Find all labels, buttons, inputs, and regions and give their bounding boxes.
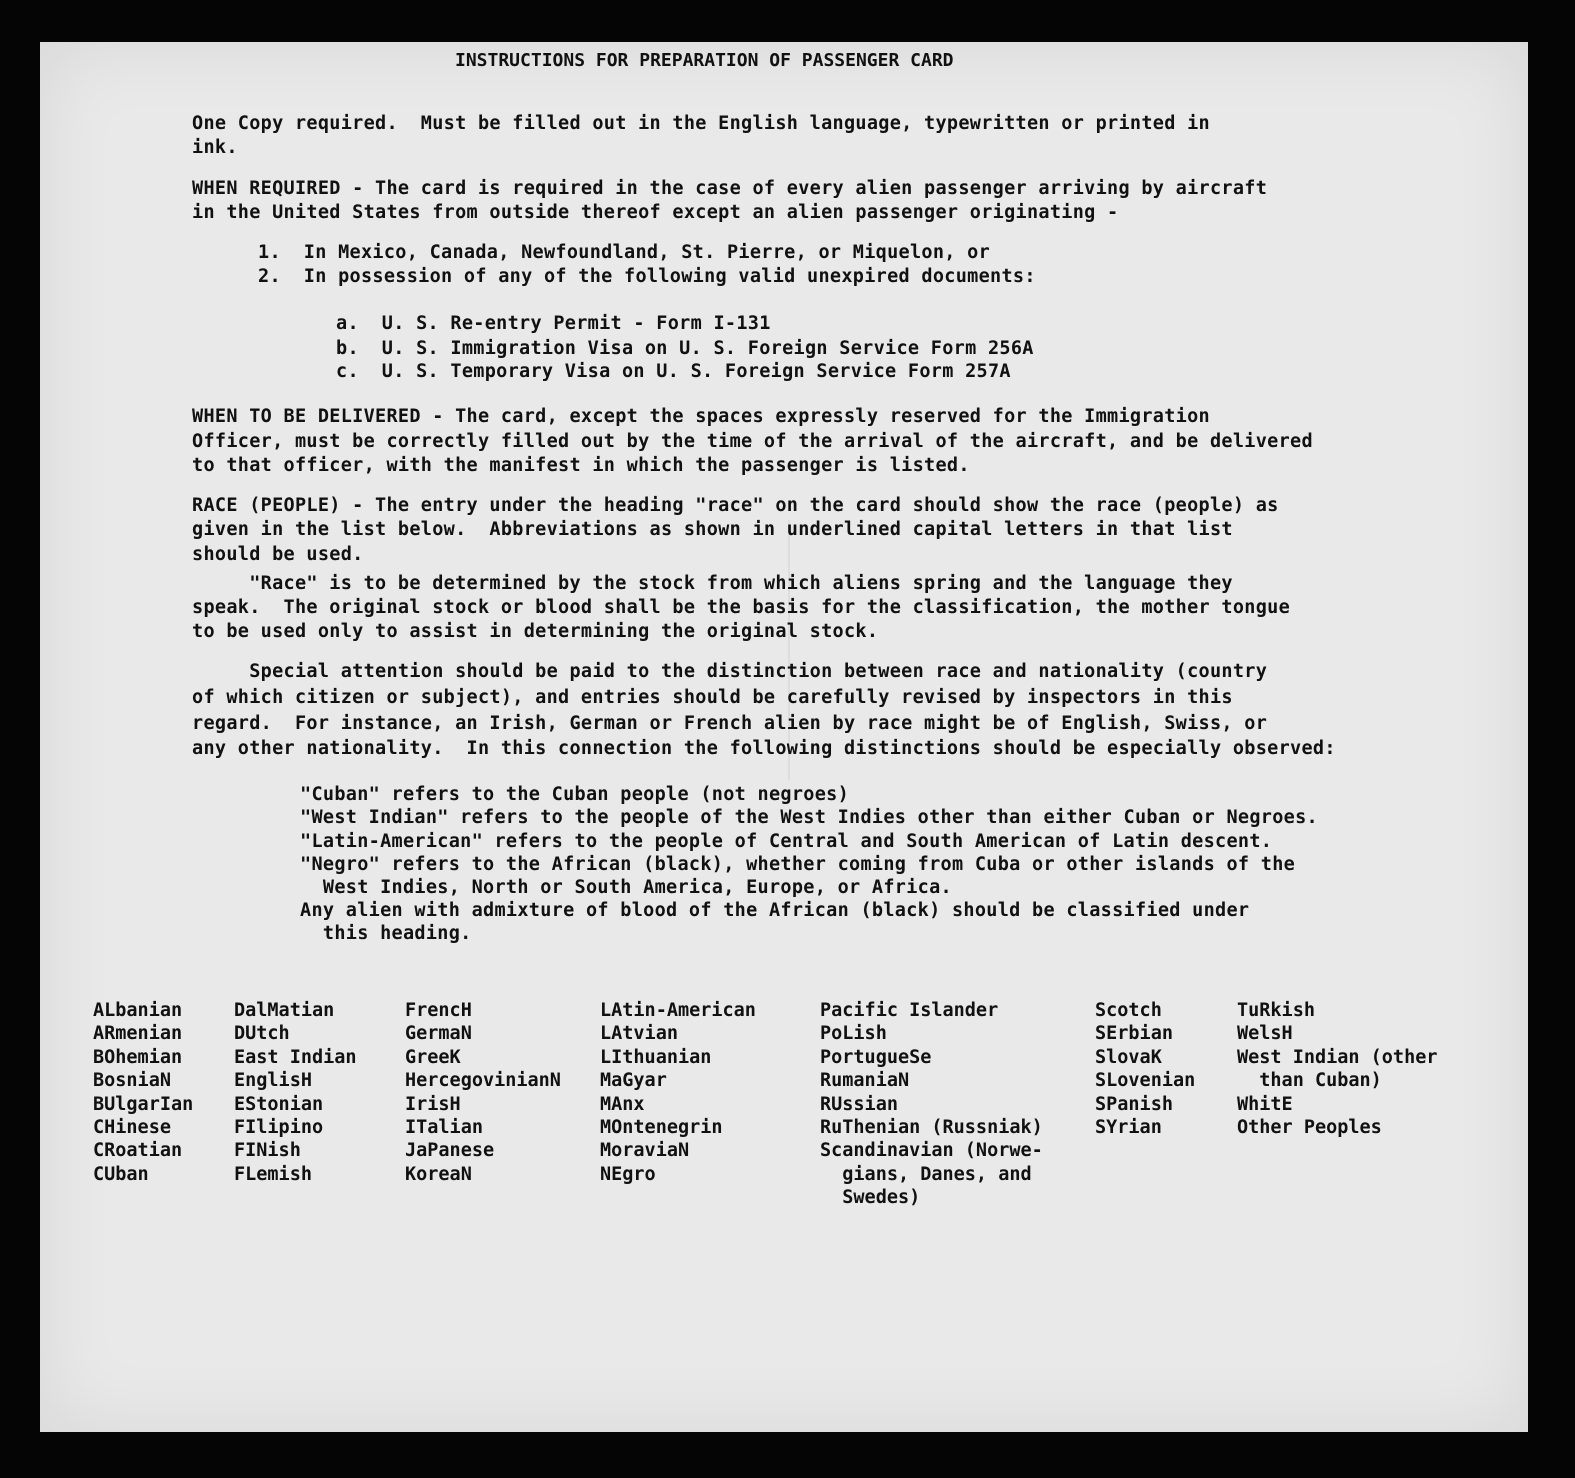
- special-attention-line: any other nationality. In this connection the following distinctions should be especially observed:: [192, 738, 1336, 759]
- race-definition-line: "Race" is to be determined by the stock from which aliens spring and the language they: [192, 573, 1233, 594]
- race-paragraph-line: RACE (PEOPLE) - The entry under the heading "race" on the card should show the race (people) as: [192, 495, 1279, 516]
- race-entry: Pacific Islander: [820, 1000, 999, 1021]
- race-entry: GreeK: [405, 1046, 461, 1068]
- page-title: INSTRUCTIONS FOR PREPARATION OF PASSENGER CARD: [455, 50, 954, 71]
- race-list-column-6: [1095, 999, 1195, 1139]
- race-entry: ITalian: [405, 1117, 483, 1139]
- race-entry: CUban: [93, 1163, 149, 1185]
- race-entry: BOhemian: [93, 1046, 183, 1068]
- numbered-item: 1. In Mexico, Canada, Newfoundland, St. Pierre, or Miquelon, or: [258, 242, 991, 263]
- race-entry: gians, Danes, and: [820, 1163, 1032, 1185]
- race-list-column-4: [600, 999, 756, 1186]
- when-delivered-line: Officer, must be correctly filled out by the time of the arrival of the aircraft, and be delivered: [192, 431, 1313, 452]
- race-entry: SlovaK: [1095, 1046, 1162, 1068]
- race-entry: KoreaN: [405, 1163, 472, 1185]
- race-definition-line: to be used only to assist in determining the original stock.: [192, 621, 879, 642]
- race-list-column-3: [405, 999, 561, 1186]
- race-entry: JaPanese: [405, 1140, 495, 1162]
- race-entry: SPanish: [1095, 1093, 1173, 1115]
- distinction-line: this heading.: [300, 923, 472, 944]
- race-entry: NEgro: [600, 1163, 656, 1185]
- race-entry: DalMatian: [234, 1000, 335, 1021]
- race-entry: FIlipino: [234, 1117, 324, 1139]
- race-entry: RuThenian (Russniak): [820, 1117, 1043, 1139]
- race-list-column-1: [93, 999, 193, 1186]
- race-entry: Swedes): [820, 1187, 921, 1209]
- race-paragraph-line: should be used.: [192, 544, 364, 565]
- race-entry: PoLish: [820, 1023, 887, 1045]
- special-attention-line: regard. For instance, an Irish, German or French alien by race might be of English, Swiss, or: [192, 713, 1268, 734]
- race-entry: East Indian: [234, 1046, 357, 1068]
- when-delivered-line: WHEN TO BE DELIVERED - The card, except the spaces expressly reserved for the Immigration: [192, 406, 1210, 427]
- race-list-column-5: [820, 999, 1043, 1210]
- numbered-item: 2. In possession of any of the following valid unexpired documents:: [258, 266, 1036, 287]
- race-entry: Scandinavian (Norwe-: [820, 1140, 1043, 1162]
- race-entry: MOntenegrin: [600, 1117, 723, 1139]
- when-required-line: WHEN REQUIRED - The card is required in the case of every alien passenger arriving by aircraft: [192, 178, 1268, 199]
- race-entry: TuRkish: [1237, 1000, 1315, 1021]
- race-entry: FLemish: [234, 1163, 312, 1185]
- when-delivered-line: to that officer, with the manifest in which the passenger is listed.: [192, 455, 970, 476]
- race-entry: West Indian (other: [1237, 1046, 1438, 1068]
- race-entry: LAtin-American: [600, 1000, 756, 1021]
- race-entry: ALbanian: [93, 1000, 183, 1021]
- race-entry: WhitE: [1237, 1093, 1293, 1115]
- race-entry: SLovenian: [1095, 1070, 1196, 1092]
- race-entry: GermaN: [405, 1023, 472, 1045]
- race-entry: RUssian: [820, 1093, 898, 1115]
- race-entry: EStonian: [234, 1093, 324, 1115]
- race-entry: PortugueSe: [820, 1046, 932, 1068]
- race-entry: WelsH: [1237, 1023, 1293, 1045]
- race-entry: SErbian: [1095, 1023, 1173, 1045]
- race-entry: MoraviaN: [600, 1140, 690, 1162]
- intro-line: ink.: [192, 137, 238, 158]
- special-attention-line: of which citizen or subject), and entries should be carefully revised by inspectors in this: [192, 687, 1233, 708]
- race-entry: Other Peoples: [1237, 1117, 1382, 1139]
- lettered-item: a. U. S. Re-entry Permit - Form I-131: [336, 313, 771, 334]
- race-entry: ARmenian: [93, 1023, 183, 1045]
- race-entry: IrisH: [405, 1093, 461, 1115]
- when-required-line: in the United States from outside thereof except an alien passenger originating -: [192, 202, 1119, 223]
- race-entry: MaGyar: [600, 1070, 667, 1092]
- race-entry: LAtvian: [600, 1023, 678, 1045]
- race-paragraph-line: given in the list below. Abbreviations as shown in underlined capital letters in that list: [192, 519, 1233, 540]
- lettered-item: b. U. S. Immigration Visa on U. S. Foreign Service Form 256A: [336, 338, 1034, 359]
- race-entry: FrencH: [405, 1000, 472, 1021]
- race-entry: BUlgarIan: [93, 1093, 194, 1115]
- race-entry: MAnx: [600, 1093, 645, 1115]
- distinction-line: West Indies, North or South America, Europe, or Africa.: [300, 877, 952, 898]
- intro-line: One Copy required. Must be filled out in the English language, typewritten or printed in: [192, 113, 1210, 134]
- distinction-line: "West Indian" refers to the people of the West Indies other than either Cuban or Negroes.: [300, 807, 1318, 828]
- race-entry: EnglisH: [234, 1070, 312, 1092]
- distinction-line: "Latin-American" refers to the people of Central and South American of Latin descent.: [300, 831, 1273, 852]
- lettered-item: c. U. S. Temporary Visa on U. S. Foreign Service Form 257A: [336, 361, 1011, 382]
- race-entry: CRoatian: [93, 1140, 183, 1162]
- distinction-line: Any alien with admixture of blood of the African (black) should be classified under: [300, 900, 1250, 921]
- race-entry: BosniaN: [93, 1070, 171, 1092]
- race-entry: CHinese: [93, 1117, 171, 1139]
- race-entry: than Cuban): [1237, 1070, 1382, 1092]
- special-attention-line: Special attention should be paid to the distinction between race and nationality (country: [192, 661, 1268, 682]
- race-entry: HercegovinianN: [405, 1070, 561, 1092]
- race-list-column-7: [1237, 999, 1437, 1139]
- race-entry: SYrian: [1095, 1117, 1162, 1139]
- distinction-line: "Cuban" refers to the Cuban people (not negroes): [300, 784, 850, 805]
- race-definition-line: speak. The original stock or blood shall be the basis for the classification, the mother tongue: [192, 597, 1291, 618]
- race-entry: DUtch: [234, 1023, 290, 1045]
- distinction-line: "Negro" refers to the African (black), whether coming from Cuba or other islands of the: [300, 854, 1296, 875]
- race-entry: LIthuanian: [600, 1046, 712, 1068]
- race-entry: FINish: [234, 1140, 301, 1162]
- race-entry: Scotch: [1095, 1000, 1162, 1021]
- race-entry: RumaniaN: [820, 1070, 910, 1092]
- race-list-column-2: [234, 999, 357, 1186]
